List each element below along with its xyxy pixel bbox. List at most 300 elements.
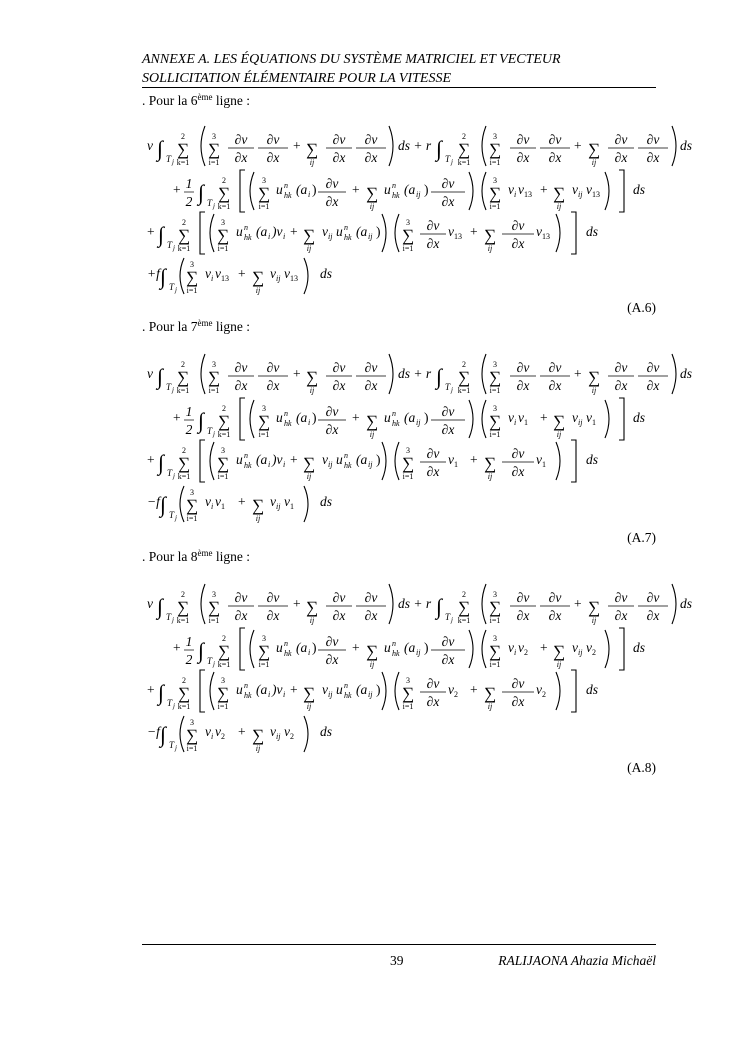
sum-sign: ∑ — [366, 184, 379, 203]
integral-domain: T — [207, 426, 213, 436]
fraction-numerator: ∂v — [516, 132, 530, 147]
integral-domain: T — [167, 240, 173, 250]
math-glyph: v — [322, 452, 328, 467]
integral-sign: ∫ — [160, 722, 167, 747]
left-paren — [482, 400, 486, 438]
sum-sign: ∑ — [178, 226, 191, 245]
math-glyph: 1 — [542, 460, 546, 469]
fraction-denominator: ∂x — [325, 194, 339, 209]
left-paren — [482, 172, 486, 210]
math-glyph: hk — [284, 191, 292, 200]
math-glyph: ds + r — [398, 366, 432, 381]
sum-lower-limit: k=1 — [217, 660, 231, 669]
math-glyph: i — [211, 274, 214, 283]
math-glyph: + — [147, 452, 155, 467]
math-glyph: + — [470, 452, 478, 467]
math-glyph: (a — [256, 682, 268, 697]
sum-sign: ∑ — [258, 412, 271, 431]
integral-domain: T — [167, 698, 173, 708]
math-glyph: 2 — [221, 732, 225, 741]
fraction-numerator: ∂v — [441, 404, 455, 419]
fraction-numerator: ∂v — [511, 446, 525, 461]
right-bracket — [619, 398, 624, 440]
integral-domain: T — [166, 154, 172, 164]
right-paren — [672, 126, 676, 166]
math-glyph: ds — [586, 452, 599, 467]
sum-lower-limit: i=1 — [186, 514, 198, 523]
left-paren — [210, 214, 214, 252]
sum-sign: ∑ — [366, 642, 379, 661]
sum-lower-limit: ij — [369, 660, 375, 669]
math-glyph: i — [514, 190, 517, 199]
right-paren — [382, 672, 386, 710]
left-paren — [210, 672, 214, 710]
math-glyph: 13 — [221, 274, 229, 283]
math-glyph: n — [344, 223, 348, 232]
fraction-denominator: 2 — [185, 422, 193, 437]
sum-sign: ∑ — [177, 368, 190, 387]
sum-sign: ∑ — [489, 412, 502, 431]
math-glyph: ds — [320, 494, 333, 509]
math-glyph: ij — [416, 648, 421, 657]
math-glyph: + — [470, 682, 478, 697]
math-glyph: 2 — [592, 648, 596, 657]
sum-lower-limit: ij — [369, 430, 375, 439]
math-glyph: v — [215, 494, 221, 509]
math-glyph: 2 — [454, 690, 458, 699]
section-label-8: . Pour la 8ème ligne : — [142, 548, 250, 564]
math-glyph: n — [284, 639, 288, 648]
integral-domain-index: j — [172, 158, 174, 166]
sum-upper-limit: 2 — [462, 132, 466, 141]
math-glyph: )v — [272, 452, 283, 467]
integral-domain-index: j — [175, 514, 177, 522]
sum-sign: ∑ — [489, 642, 502, 661]
right-paren — [469, 400, 473, 438]
math-glyph: ds — [320, 724, 333, 739]
math-glyph: 2 — [542, 690, 546, 699]
math-glyph: n — [244, 223, 248, 232]
sum-lower-limit: k=1 — [177, 702, 191, 711]
sum-upper-limit: 2 — [182, 218, 186, 227]
sum-upper-limit: 3 — [212, 360, 216, 369]
fraction-denominator: ∂x — [614, 378, 628, 393]
integral-domain-index: j — [451, 386, 453, 394]
left-paren — [395, 442, 399, 480]
left-paren — [201, 354, 205, 394]
integral-sign: ∫ — [436, 136, 443, 161]
math-glyph: ds + r — [398, 596, 432, 611]
math-glyph: i — [268, 690, 271, 699]
sum-upper-limit: 2 — [462, 590, 466, 599]
math-glyph: v — [215, 724, 221, 739]
math-glyph: v — [270, 266, 276, 281]
sum-upper-limit: 3 — [262, 634, 266, 643]
fraction-denominator: ∂x — [441, 422, 455, 437]
math-glyph: v — [284, 724, 290, 739]
math-glyph: ν — [147, 138, 153, 153]
integral-sign: ∫ — [158, 222, 165, 247]
math-glyph: ) — [312, 640, 317, 655]
sum-upper-limit: 3 — [190, 718, 194, 727]
integral-domain: T — [166, 612, 172, 622]
sum-upper-limit: 3 — [221, 218, 225, 227]
math-glyph: v — [215, 266, 221, 281]
sum-upper-limit: 3 — [212, 590, 216, 599]
section-label-6: . Pour la 6ème ligne : — [142, 92, 250, 108]
math-glyph: hk — [392, 649, 400, 658]
math-glyph: 1 — [290, 502, 294, 511]
integral-sign: ∫ — [436, 594, 443, 619]
sum-lower-limit: ij — [487, 244, 493, 253]
fraction-denominator: ∂x — [548, 150, 562, 165]
fraction-numerator: ∂v — [266, 590, 280, 605]
fraction-denominator: ∂x — [614, 608, 628, 623]
sum-lower-limit: k=1 — [217, 202, 231, 211]
fraction-denominator: ∂x — [332, 150, 346, 165]
math-glyph: v — [518, 640, 524, 655]
right-paren — [556, 672, 560, 710]
integral-sign: ∫ — [157, 364, 164, 389]
sum-lower-limit: k=1 — [177, 244, 191, 253]
sum-lower-limit: ij — [255, 744, 261, 753]
fraction-numerator: ∂v — [516, 590, 530, 605]
fraction-numerator: ∂v — [646, 360, 660, 375]
math-glyph: v — [508, 640, 514, 655]
right-paren — [672, 354, 676, 394]
sum-lower-limit: i=1 — [402, 702, 414, 711]
math-glyph: + — [147, 224, 155, 239]
math-glyph: + — [470, 224, 478, 239]
sum-sign: ∑ — [252, 496, 265, 515]
fraction-numerator: ∂v — [426, 676, 440, 691]
math-glyph: v — [284, 266, 290, 281]
right-paren — [672, 584, 676, 624]
integral-sign: ∫ — [157, 594, 164, 619]
fraction-denominator: ∂x — [325, 422, 339, 437]
sum-sign: ∑ — [484, 684, 497, 703]
math-glyph: n — [244, 681, 248, 690]
math-glyph: i — [211, 502, 214, 511]
left-paren — [250, 172, 254, 210]
sum-upper-limit: 2 — [222, 176, 226, 185]
math-glyph: 2 — [524, 648, 528, 657]
fraction-numerator: ∂v — [614, 590, 628, 605]
sum-sign: ∑ — [489, 140, 502, 159]
math-glyph: v — [205, 494, 211, 509]
integral-sign: ∫ — [436, 364, 443, 389]
left-paren — [482, 354, 486, 394]
sum-sign: ∑ — [484, 454, 497, 473]
sum-lower-limit: k=1 — [457, 158, 471, 167]
math-glyph: 13 — [290, 274, 298, 283]
left-bracket — [240, 170, 245, 212]
sum-upper-limit: 3 — [262, 404, 266, 413]
math-glyph: n — [392, 409, 396, 418]
integral-sign: ∫ — [157, 136, 164, 161]
math-glyph: v — [586, 182, 592, 197]
fraction-denominator: ∂x — [646, 608, 660, 623]
fraction-denominator: 2 — [185, 652, 193, 667]
math-glyph: ij — [578, 648, 583, 657]
sum-sign: ∑ — [177, 598, 190, 617]
fraction-numerator: ∂v — [325, 176, 339, 191]
equation-A7 — [0, 340, 745, 540]
math-glyph: −f — [147, 724, 160, 739]
math-glyph: v — [508, 410, 514, 425]
equation-A6 — [0, 112, 745, 312]
math-glyph: hk — [244, 461, 252, 470]
sum-lower-limit: i=1 — [489, 660, 501, 669]
sum-lower-limit: ij — [487, 702, 493, 711]
math-glyph: u — [236, 224, 243, 239]
math-glyph: v — [536, 224, 542, 239]
left-paren — [250, 400, 254, 438]
math-glyph: + — [574, 366, 582, 381]
right-paren — [304, 258, 308, 294]
equation-number-7: (A.7) — [627, 530, 656, 545]
sum-sign: ∑ — [402, 454, 415, 473]
math-glyph: n — [392, 639, 396, 648]
fraction-denominator: ∂x — [548, 378, 562, 393]
fraction-numerator: ∂v — [364, 360, 378, 375]
math-glyph: + — [540, 182, 548, 197]
math-glyph: v — [448, 224, 454, 239]
math-glyph: + — [173, 640, 181, 655]
math-glyph: i — [308, 418, 311, 427]
author-name: RALIJAONA Ahazia Michaël — [498, 953, 656, 968]
math-glyph: i — [308, 648, 311, 657]
fraction-numerator: ∂v — [516, 360, 530, 375]
math-glyph: ds — [680, 596, 693, 611]
sum-upper-limit: 2 — [182, 446, 186, 455]
sum-sign: ∑ — [258, 642, 271, 661]
math-glyph: + — [293, 366, 301, 381]
math-glyph: n — [392, 181, 396, 190]
sum-lower-limit: i=1 — [208, 616, 220, 625]
integral-sign: ∫ — [198, 180, 205, 205]
sum-sign: ∑ — [489, 368, 502, 387]
right-paren — [389, 354, 393, 394]
fraction-numerator: ∂v — [511, 676, 525, 691]
math-glyph: u — [384, 640, 391, 655]
math-glyph: v — [586, 410, 592, 425]
right-paren — [389, 584, 393, 624]
header-rule — [142, 87, 656, 88]
math-glyph: 2 — [290, 732, 294, 741]
left-paren — [482, 126, 486, 166]
math-glyph: + — [238, 266, 246, 281]
sum-upper-limit: 3 — [190, 488, 194, 497]
fraction-denominator: ∂x — [426, 464, 440, 479]
math-glyph: v — [270, 494, 276, 509]
fraction-numerator: ∂v — [548, 132, 562, 147]
left-bracket — [240, 398, 245, 440]
sum-sign: ∑ — [458, 368, 471, 387]
sum-lower-limit: ij — [591, 158, 597, 167]
math-glyph: n — [244, 451, 248, 460]
math-glyph: −f — [147, 494, 160, 509]
integral-domain: T — [169, 740, 175, 750]
math-glyph: (a — [296, 640, 308, 655]
fraction-numerator: ∂v — [511, 218, 525, 233]
sum-sign: ∑ — [217, 684, 230, 703]
math-glyph: )v — [272, 682, 283, 697]
right-paren — [389, 126, 393, 166]
running-header — [142, 50, 656, 88]
fraction-numerator: ∂v — [234, 360, 248, 375]
math-glyph: u — [384, 182, 391, 197]
integral-domain: T — [445, 154, 451, 164]
sum-lower-limit: i=1 — [186, 286, 198, 295]
sum-upper-limit: 3 — [221, 446, 225, 455]
sum-upper-limit: 2 — [462, 360, 466, 369]
sum-lower-limit: i=1 — [208, 158, 220, 167]
integral-domain: T — [169, 282, 175, 292]
math-glyph: ij — [328, 232, 333, 241]
math-glyph: v — [536, 452, 542, 467]
right-bracket — [619, 628, 624, 670]
sum-lower-limit: k=1 — [457, 616, 471, 625]
integral-sign: ∫ — [158, 680, 165, 705]
sum-sign: ∑ — [484, 226, 497, 245]
math-glyph: v — [572, 182, 578, 197]
math-glyph: (a — [356, 682, 368, 697]
math-glyph: + — [290, 682, 298, 697]
sum-lower-limit: k=1 — [176, 616, 190, 625]
math-glyph: i — [268, 232, 271, 241]
fraction-denominator: ∂x — [441, 194, 455, 209]
math-glyph: (a — [296, 182, 308, 197]
fraction-denominator: ∂x — [325, 652, 339, 667]
math-glyph: + — [290, 452, 298, 467]
fraction-denominator: ∂x — [364, 608, 378, 623]
sum-sign: ∑ — [208, 140, 221, 159]
sum-upper-limit: 3 — [406, 676, 410, 685]
fraction-denominator: ∂x — [426, 236, 440, 251]
math-glyph: n — [344, 451, 348, 460]
math-glyph: ν — [147, 596, 153, 611]
sum-sign: ∑ — [489, 184, 502, 203]
math-glyph: n — [284, 181, 288, 190]
math-glyph: + — [293, 138, 301, 153]
sum-sign: ∑ — [258, 184, 271, 203]
math-glyph: v — [586, 640, 592, 655]
math-glyph: ds — [586, 224, 599, 239]
fraction-denominator: ∂x — [511, 694, 525, 709]
math-glyph: ij — [276, 274, 281, 283]
sum-upper-limit: 3 — [262, 176, 266, 185]
sum-sign: ∑ — [208, 368, 221, 387]
sum-sign: ∑ — [366, 412, 379, 431]
integral-sign: ∫ — [198, 408, 205, 433]
math-glyph: v — [536, 682, 542, 697]
math-glyph: n — [344, 681, 348, 690]
integral-domain: T — [207, 656, 213, 666]
math-glyph: (a — [356, 452, 368, 467]
fraction-denominator: ∂x — [234, 150, 248, 165]
math-glyph: + — [352, 640, 360, 655]
sum-sign: ∑ — [303, 226, 316, 245]
math-glyph: ds — [680, 366, 693, 381]
integral-domain-index: j — [175, 286, 177, 294]
math-glyph: ij — [578, 418, 583, 427]
math-glyph: v — [284, 494, 290, 509]
sum-lower-limit: i=1 — [489, 616, 501, 625]
math-glyph: hk — [344, 233, 352, 242]
fraction-denominator: ∂x — [646, 150, 660, 165]
math-glyph: ij — [368, 232, 373, 241]
equation-number-8: (A.8) — [627, 760, 656, 775]
sum-lower-limit: i=1 — [489, 202, 501, 211]
fraction-numerator: ∂v — [646, 132, 660, 147]
fraction-numerator: ∂v — [325, 404, 339, 419]
math-glyph: 1 — [592, 418, 596, 427]
math-glyph: (a — [404, 640, 416, 655]
fraction-denominator: ∂x — [364, 150, 378, 165]
fraction-numerator: 1 — [185, 404, 193, 419]
math-glyph: + — [173, 410, 181, 425]
fraction-numerator: ∂v — [332, 360, 346, 375]
sum-sign: ∑ — [218, 412, 231, 431]
math-glyph: v — [448, 682, 454, 697]
integral-sign: ∫ — [158, 450, 165, 475]
sum-sign: ∑ — [588, 368, 601, 387]
math-glyph: + — [574, 138, 582, 153]
math-glyph: 1 — [524, 418, 528, 427]
left-paren — [250, 630, 254, 668]
sum-upper-limit: 3 — [493, 176, 497, 185]
math-glyph: ij — [368, 460, 373, 469]
right-paren — [304, 716, 308, 752]
math-glyph: ij — [276, 732, 281, 741]
sum-sign: ∑ — [303, 684, 316, 703]
math-glyph: + — [173, 182, 181, 197]
math-glyph: n — [284, 409, 288, 418]
math-glyph: ds — [633, 182, 646, 197]
math-glyph: ij — [328, 460, 333, 469]
math-glyph: u — [336, 452, 343, 467]
math-glyph: + — [238, 494, 246, 509]
math-glyph: )v — [272, 224, 283, 239]
math-glyph: 1 — [454, 460, 458, 469]
integral-sign: ∫ — [160, 264, 167, 289]
fraction-denominator: ∂x — [364, 378, 378, 393]
math-glyph: ds — [680, 138, 693, 153]
sum-sign: ∑ — [553, 184, 566, 203]
math-glyph: 13 — [454, 232, 462, 241]
sum-upper-limit: 2 — [181, 132, 185, 141]
math-glyph: i — [268, 460, 271, 469]
sum-sign: ∑ — [186, 726, 199, 745]
sum-lower-limit: ij — [309, 158, 315, 167]
fraction-denominator: ∂x — [646, 378, 660, 393]
sum-upper-limit: 3 — [493, 634, 497, 643]
fraction-denominator: ∂x — [441, 652, 455, 667]
sum-lower-limit: i=1 — [208, 386, 220, 395]
fraction-numerator: ∂v — [426, 446, 440, 461]
math-glyph: ds — [633, 410, 646, 425]
fraction-numerator: ∂v — [614, 132, 628, 147]
sum-upper-limit: 3 — [493, 360, 497, 369]
sum-sign: ∑ — [402, 226, 415, 245]
math-glyph: i — [211, 732, 214, 741]
math-glyph: v — [205, 266, 211, 281]
math-glyph: ij — [416, 190, 421, 199]
sum-lower-limit: k=1 — [457, 386, 471, 395]
sum-lower-limit: ij — [306, 472, 312, 481]
math-glyph: 13 — [542, 232, 550, 241]
